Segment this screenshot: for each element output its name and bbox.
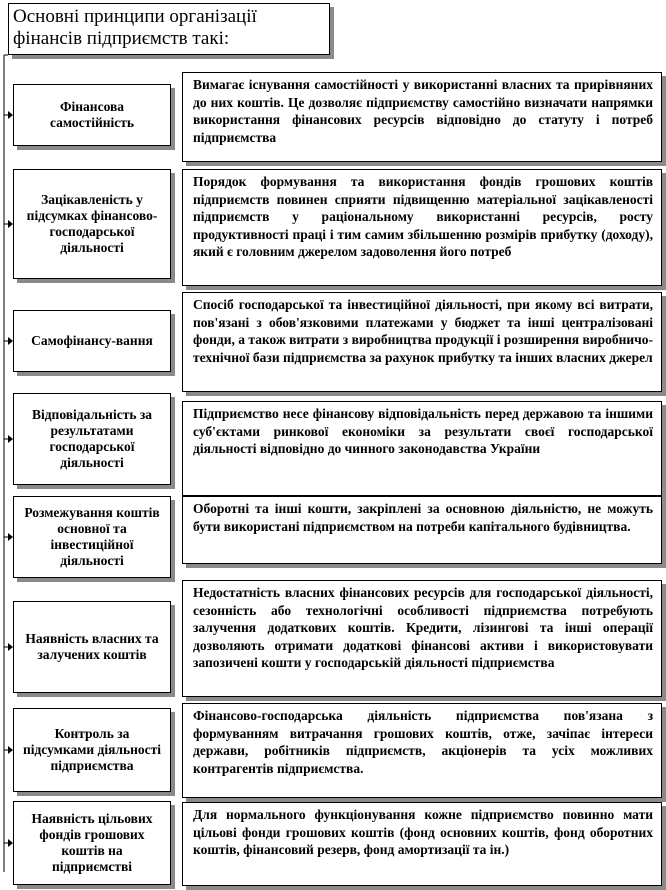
principle-name-box <box>13 601 171 693</box>
principle-description-box <box>182 703 662 798</box>
principle-name-box <box>13 393 171 485</box>
principle-description-box <box>182 72 662 162</box>
principle-name-box <box>13 169 171 279</box>
diagram-title: Основні принципи організації фінансів підприємств такі: <box>8 3 330 55</box>
principle-description-box <box>182 580 662 697</box>
principle-name-box <box>13 84 171 146</box>
principle-description-box <box>182 802 662 886</box>
principle-description: Недостатність власних фінансових ресурсів для господарської діяльності, сезонність або технологічні особливості підприємства потребують залучення додаткових коштів. Кредити, лізингові та інші операції дозволяють отримати додаткові фінансові активи і використовувати запозичені кошти у господарській діяльності підприємства <box>193 585 653 670</box>
principle-name-box <box>13 496 171 578</box>
principle-name: Зацікавленість у підсумках фінансово-господарської діяльності <box>26 192 158 255</box>
principle-description: Для нормального функціонування кожне підприємство повинно мати цільові фонди грошових коштів (фонд основних коштів, фонд оборотних коштів, фінансовий резерв, фонд амортизації та ін.) <box>193 807 653 857</box>
principle-name: Контроль за підсумками діяльності підприємства <box>22 726 162 773</box>
principle-name-box <box>13 310 171 372</box>
principle-description: Підприємство несе фінансову відповідальність перед державою та іншими суб'єктами ринкової економіки за результати своєї господарської діяльності відповідно до чинного законодавства України <box>193 406 653 456</box>
principle-name: Самофінансу-вання <box>31 333 153 348</box>
principle-name: Наявність власних та залучених коштів <box>25 631 159 662</box>
principle-name: Наявність цільових фондів грошових коштів на підприємстві <box>31 811 153 874</box>
principle-name: Відповідальність за результатами господарської діяльності <box>31 407 153 470</box>
principle-description: Фінансово-господарська діяльність підприємства пов'язана з формуванням витрачання грошових коштів, отже, зачіпає інтереси держави, робітників підприємств, акціонерів та усіх можливих контрагентів підприємства. <box>193 708 653 776</box>
principle-name: Розмежування коштів основної та інвестиційної діяльності <box>24 505 160 568</box>
principle-name-box <box>13 708 171 792</box>
principle-description: Спосіб господарської та інвестиційної діяльності, при якому всі витрати, пов'язані з обов'язковими платежами у бюджет та інші централізовані фонди, а також витрати з виробництва продукції і розширення виробничо-технічної бази підприємства за рахунок прибутку та інших власних джерел <box>193 297 653 365</box>
principle-description-box <box>182 401 662 496</box>
principle-description: Вимагає існування самостійності у використанні власних та прирівняних до них коштів. Це дозволяє підприємству самостійно визначати напрямки використання фінансових ресурсів відповідно до статуту і потреб підприємства <box>193 77 653 145</box>
principle-description-box <box>182 292 662 392</box>
principle-description-box <box>182 169 662 286</box>
principle-description: Порядок формування та використання фондів грошових коштів підприємств повинен сприяти підвищенню матеріальної зацікавленості підприємств у раціональному використанні ресурсів, росту продуктивності праці і тим самим збільшенню розмірів прибутку (доходу), який є головним джерелом задоволення його потреб <box>193 174 653 259</box>
principle-description: Оборотні та інші кошти, закріплені за основною діяльністю, не можуть бути використані підприємством на потреби капітального будівництва. <box>193 501 653 534</box>
principle-name-box <box>13 801 171 885</box>
principle-description-box <box>182 496 662 564</box>
principle-name: Фінансова самостійність <box>49 99 135 130</box>
